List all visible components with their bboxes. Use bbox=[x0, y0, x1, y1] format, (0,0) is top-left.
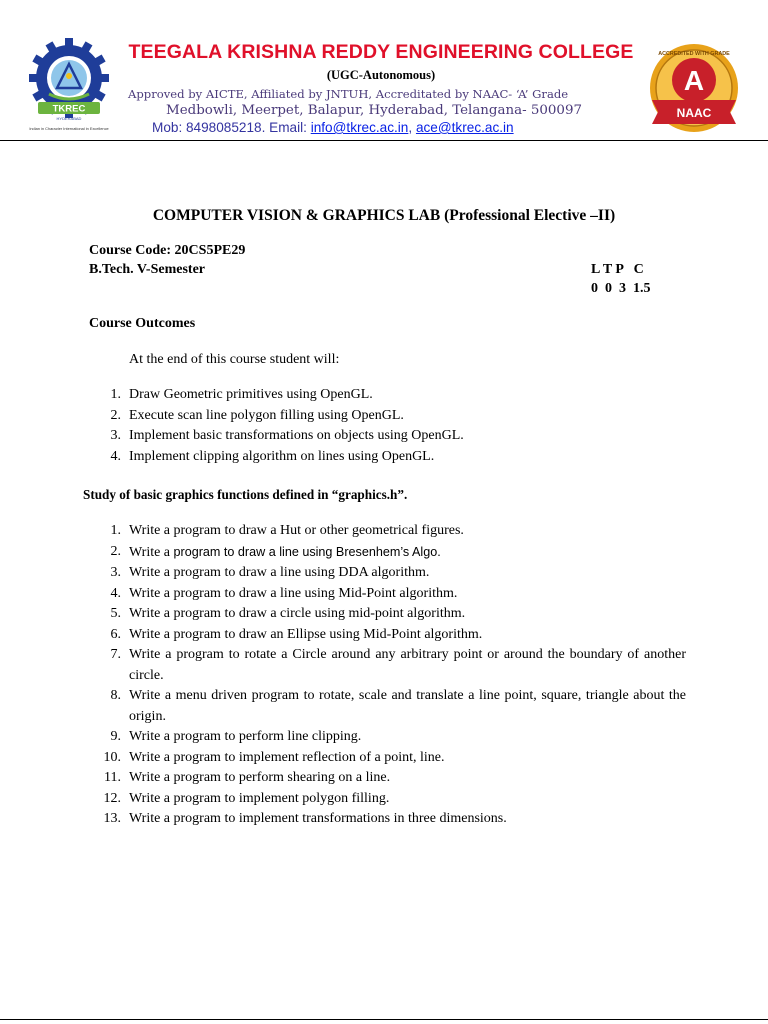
list-item: 2. Execute scan line polygon filling using OpenGL. bbox=[110, 407, 404, 423]
approval-line: Approved by AICTE, Affiliated by JNTUH, Accreditated by NAAC- ‘A’ Grade bbox=[128, 87, 569, 101]
contact-line bbox=[152, 120, 514, 135]
program-text: Write a program to draw an Ellipse using Mid-Point algorithm. bbox=[129, 626, 483, 642]
semester: B.Tech. V-Semester bbox=[89, 262, 205, 277]
program-text: Write a program to implement transformations in three dimensions. bbox=[129, 811, 507, 826]
list-item: 7. Write a program to rotate a Circle around any arbitrary point or around the boundary of another circle. bbox=[89, 645, 686, 686]
program-text: Write a menu driven program to rotate, scale and translate a line point, square, triangle about the origin. bbox=[129, 688, 686, 724]
program-text: Write a program to rotate a Circle around any arbitrary point or around the boundary of another circle. bbox=[129, 647, 686, 683]
contact-prefix: Mob: 8498085218. Email: bbox=[152, 120, 311, 135]
page-title: COMPUTER VISION & GRAPHICS LAB (Professional Elective –II) bbox=[152, 207, 616, 224]
naac-seal-logo bbox=[646, 40, 742, 136]
program-text: Write a program to implement polygon filling. bbox=[129, 790, 390, 806]
letterhead bbox=[0, 0, 768, 140]
outcome-text: Execute scan line polygon filling using OpenGL. bbox=[129, 407, 404, 423]
college-name: TEEGALA KRISHNA REDDY ENGINEERING COLLEGE bbox=[128, 41, 634, 63]
program-text: Write a program to implement reflection of a point, line. bbox=[129, 749, 445, 765]
naac-ring-text: ACCREDITED WITH GRADE bbox=[658, 51, 730, 57]
program-text: Write a program to draw a line using Mid-Point algorithm. bbox=[129, 585, 458, 601]
list-item: 13. Write a program to implement transformations in three dimensions. bbox=[89, 809, 686, 830]
naac-label: NAAC bbox=[676, 106, 712, 120]
list-item: 1. Write a program to draw a Hut or other geometrical figures. bbox=[89, 521, 686, 542]
list-item: 12. Write a program to implement polygon filling. bbox=[89, 789, 686, 810]
list-item: 6. Write a program to draw an Ellipse using Mid-Point algorithm. bbox=[89, 625, 686, 646]
naac-grade: A bbox=[683, 65, 705, 96]
program-text bbox=[129, 542, 686, 564]
study-heading-quoted: “graphics.h” bbox=[331, 487, 404, 502]
autonomous-status: (UGC-Autonomous) bbox=[326, 68, 436, 82]
study-heading-suffix: . bbox=[403, 487, 408, 502]
program-text: Write a program to draw a Hut or other geometrical figures. bbox=[129, 523, 464, 538]
college-address: Medbowli, Meerpet, Balapur, Hyderabad, Telangana- 500097 bbox=[166, 103, 582, 118]
study-heading-prefix: Study of basic graphics functions defined in bbox=[83, 487, 332, 502]
course-code: Course Code: 20CS5PE29 bbox=[89, 243, 246, 258]
logo-left-text: TKREC bbox=[52, 103, 86, 115]
list-item: 8. Write a menu driven program to rotate, scale and translate a line point, square, triangle about the origin. bbox=[89, 686, 686, 727]
list-item: 9. Write a program to perform line clipping. bbox=[89, 727, 686, 748]
list-item: 1. Draw Geometric primitives using OpenGL. bbox=[110, 387, 373, 402]
email-link-info[interactable]: info@tkrec.ac.in bbox=[310, 120, 409, 135]
ltpc-header: L T P C bbox=[591, 262, 644, 277]
outcomes-intro: At the end of this course student will: bbox=[129, 352, 340, 367]
list-item: 3. Implement basic transformations on objects using OpenGL. bbox=[110, 428, 464, 443]
study-heading bbox=[83, 487, 407, 503]
list-item: 5. Write a program to draw a circle using mid-point algorithm. bbox=[89, 604, 686, 625]
list-item: 3. Write a program to draw a line using DDA algorithm. bbox=[89, 563, 686, 584]
tkrec-logo bbox=[24, 36, 114, 134]
outcome-text: Implement basic transformations on objects using OpenGL. bbox=[129, 428, 464, 443]
contact-separator: , bbox=[408, 120, 416, 135]
logo-left-place: HYDERABAD bbox=[56, 116, 82, 121]
list-item: 2. Write a program to draw a line using Bresenhem’s Algo. bbox=[89, 542, 686, 564]
program-text: Write a program to draw a circle using mid-point algorithm. bbox=[129, 606, 466, 621]
logo-left-tagline: Indian in Character International in Excellence bbox=[29, 126, 109, 131]
program-text: Write a program to perform shearing on a line. bbox=[129, 770, 391, 785]
programs-list bbox=[89, 521, 686, 830]
program-text-rest: program to draw a line using Bresenhem’s Algo. bbox=[173, 544, 441, 559]
ltpc-values: 0 0 3 1.5 bbox=[591, 281, 651, 296]
outcome-text: Draw Geometric primitives using OpenGL. bbox=[129, 387, 373, 402]
list-item: 4. Write a program to draw a line using Mid-Point algorithm. bbox=[89, 584, 686, 605]
outcomes-list bbox=[89, 385, 689, 467]
email-link-ace[interactable]: ace@tkrec.ac.in bbox=[415, 120, 514, 135]
course-outcomes-heading: Course Outcomes bbox=[89, 316, 196, 331]
program-text: Write a program to draw a line using DDA algorithm. bbox=[129, 565, 430, 580]
program-text: Write a program to perform line clipping. bbox=[129, 729, 362, 744]
header-divider bbox=[0, 140, 768, 141]
list-item: 4. Implement clipping algorithm on lines using OpenGL. bbox=[110, 448, 435, 464]
program-text-prefix: Write a bbox=[129, 544, 174, 560]
list-item: 10. Write a program to implement reflection of a point, line. bbox=[89, 748, 686, 769]
list-item: 11. Write a program to perform shearing on a line. bbox=[89, 768, 686, 789]
footer-divider bbox=[0, 1019, 768, 1020]
outcome-text: Implement clipping algorithm on lines using OpenGL. bbox=[129, 448, 435, 464]
